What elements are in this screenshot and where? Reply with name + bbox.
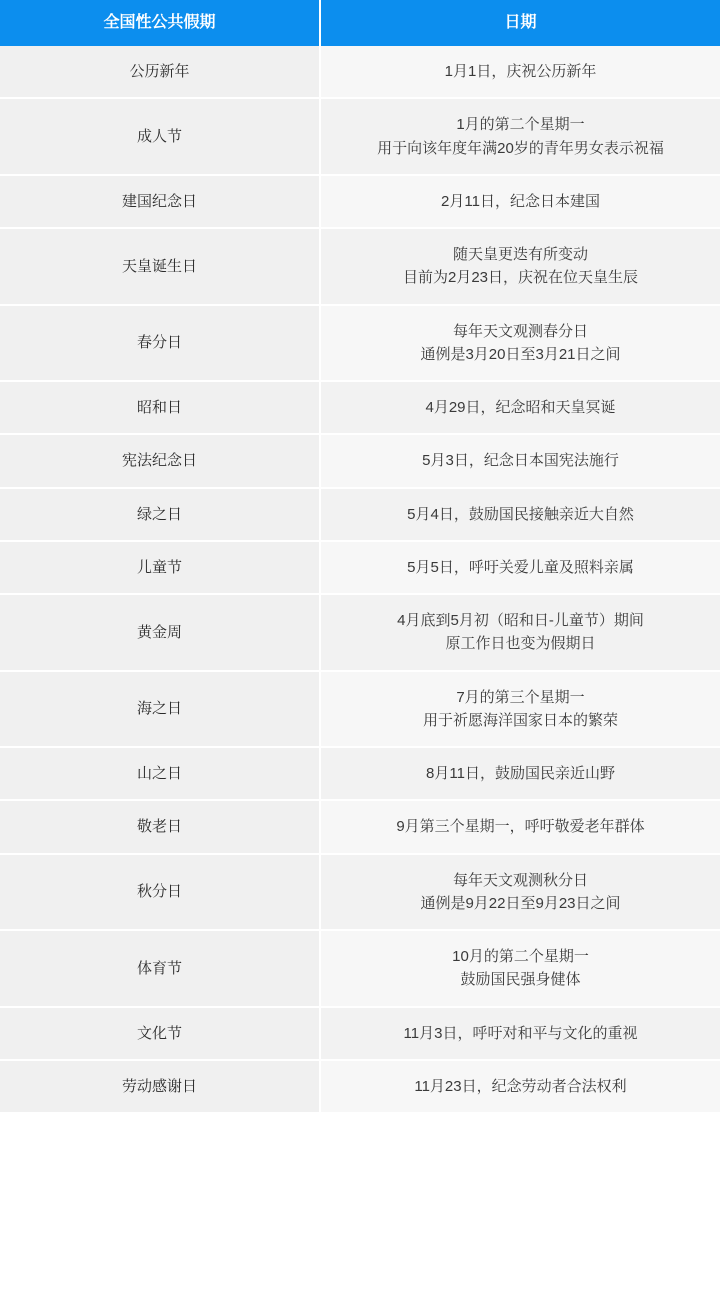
holiday-date-line: 2月11日，纪念日本建国 — [441, 192, 600, 210]
holiday-date-line: 每年天文观测秋分日 — [452, 871, 588, 889]
holiday-date-cell — [320, 46, 720, 98]
holiday-date-line: 原工作日也变为假期日 — [445, 635, 596, 653]
holiday-date-line: 目前为2月23日，庆祝在位天皇生辰 — [402, 269, 639, 287]
holiday-date-cell — [320, 854, 720, 931]
holiday-date-line: 5月4日，鼓励国民接触亲近大自然 — [407, 505, 634, 523]
table-body — [0, 46, 720, 1112]
holiday-date-line: 11月3日，呼吁对和平与文化的重视 — [403, 1024, 638, 1042]
holiday-date-line: 1月1日，庆祝公历新年 — [444, 63, 597, 80]
holiday-name-cell: 体育节 — [0, 930, 320, 1007]
holiday-name-cell: 黄金周 — [0, 594, 320, 671]
holiday-date-cell — [320, 541, 720, 594]
holiday-date-line: 8月11日，鼓励国民亲近山野 — [426, 765, 615, 782]
holiday-date-cell — [320, 305, 720, 382]
holiday-name-cell: 建国纪念日 — [0, 175, 320, 228]
holiday-date-line: 11月23日，纪念劳动者合法权利 — [414, 1077, 627, 1095]
holiday-name-cell: 海之日 — [0, 671, 320, 748]
table-row — [0, 434, 720, 487]
holiday-date-line: 鼓励国民强身健体 — [460, 971, 581, 989]
holiday-date-cell — [320, 434, 720, 487]
table-row — [0, 800, 720, 853]
holiday-date-line: 每年天文观测春分日 — [452, 322, 588, 340]
holiday-name-cell: 文化节 — [0, 1007, 320, 1060]
holiday-date-cell — [320, 747, 720, 800]
holiday-date-line: 随天皇更迭有所变动 — [452, 246, 588, 263]
holiday-date-cell — [320, 800, 720, 853]
holiday-name-cell: 宪法纪念日 — [0, 434, 320, 487]
table-row — [0, 305, 720, 382]
holiday-date-cell — [320, 1060, 720, 1112]
holiday-name-cell: 山之日 — [0, 747, 320, 800]
holiday-date-line: 10月的第二个星期一 — [452, 948, 589, 965]
table-row — [0, 930, 720, 1007]
holiday-date-cell — [320, 488, 720, 541]
table-row — [0, 175, 720, 228]
holiday-date-line: 用于向该年度年满20岁的青年男女表示祝福 — [377, 139, 664, 157]
table-row — [0, 228, 720, 305]
holiday-name-cell: 绿之日 — [0, 488, 320, 541]
holiday-date-line: 4月29日，纪念昭和天皇冥诞 — [425, 399, 616, 416]
holiday-date-line: 通例是9月22日至9月23日之间 — [420, 894, 621, 912]
holiday-name-cell: 成人节 — [0, 98, 320, 175]
holiday-date-line: 7月的第三个星期一 — [456, 688, 585, 706]
holiday-date-cell — [320, 98, 720, 175]
holiday-date-cell — [320, 930, 720, 1007]
holiday-date-line: 通例是3月20日至3月21日之间 — [420, 345, 621, 363]
table-row — [0, 1007, 720, 1060]
table-row — [0, 854, 720, 931]
holiday-name-cell: 劳动感谢日 — [0, 1060, 320, 1112]
table-row — [0, 381, 720, 434]
table-row — [0, 671, 720, 748]
table-header — [0, 0, 720, 46]
holiday-name-cell: 敬老日 — [0, 800, 320, 853]
holiday-date-cell — [320, 671, 720, 748]
holiday-date-line: 4月底到5月初（昭和日-儿童节）期间 — [397, 612, 644, 629]
holiday-name-cell: 公历新年 — [0, 46, 320, 98]
holiday-name-cell: 昭和日 — [0, 381, 320, 434]
holiday-date-line: 5月5日，呼吁关爱儿童及照料亲属 — [407, 558, 634, 576]
holiday-name-cell: 天皇诞生日 — [0, 228, 320, 305]
holiday-name-cell: 秋分日 — [0, 854, 320, 931]
holiday-date-line: 9月第三个星期一，呼吁敬爱老年群体 — [396, 818, 645, 836]
table-header-row — [0, 0, 720, 46]
holiday-date-cell — [320, 1007, 720, 1060]
table-row — [0, 747, 720, 800]
holiday-date-cell — [320, 228, 720, 305]
column-header-holiday-name: 全国性公共假期 — [0, 0, 320, 46]
table-row — [0, 594, 720, 671]
holiday-name-cell: 春分日 — [0, 305, 320, 382]
table-row — [0, 1060, 720, 1112]
table-row — [0, 98, 720, 175]
holiday-date-cell — [320, 381, 720, 434]
table-row — [0, 488, 720, 541]
column-header-date: 日期 — [320, 0, 720, 46]
holiday-name-cell: 儿童节 — [0, 541, 320, 594]
holiday-date-line: 1月的第二个星期一 — [456, 116, 585, 134]
holiday-date-cell — [320, 594, 720, 671]
holiday-date-cell — [320, 175, 720, 228]
holiday-date-line: 用于祈愿海洋国家日本的繁荣 — [422, 711, 618, 729]
table-row — [0, 46, 720, 98]
table-row — [0, 541, 720, 594]
holiday-date-line: 5月3日，纪念日本国宪法施行 — [422, 452, 619, 470]
